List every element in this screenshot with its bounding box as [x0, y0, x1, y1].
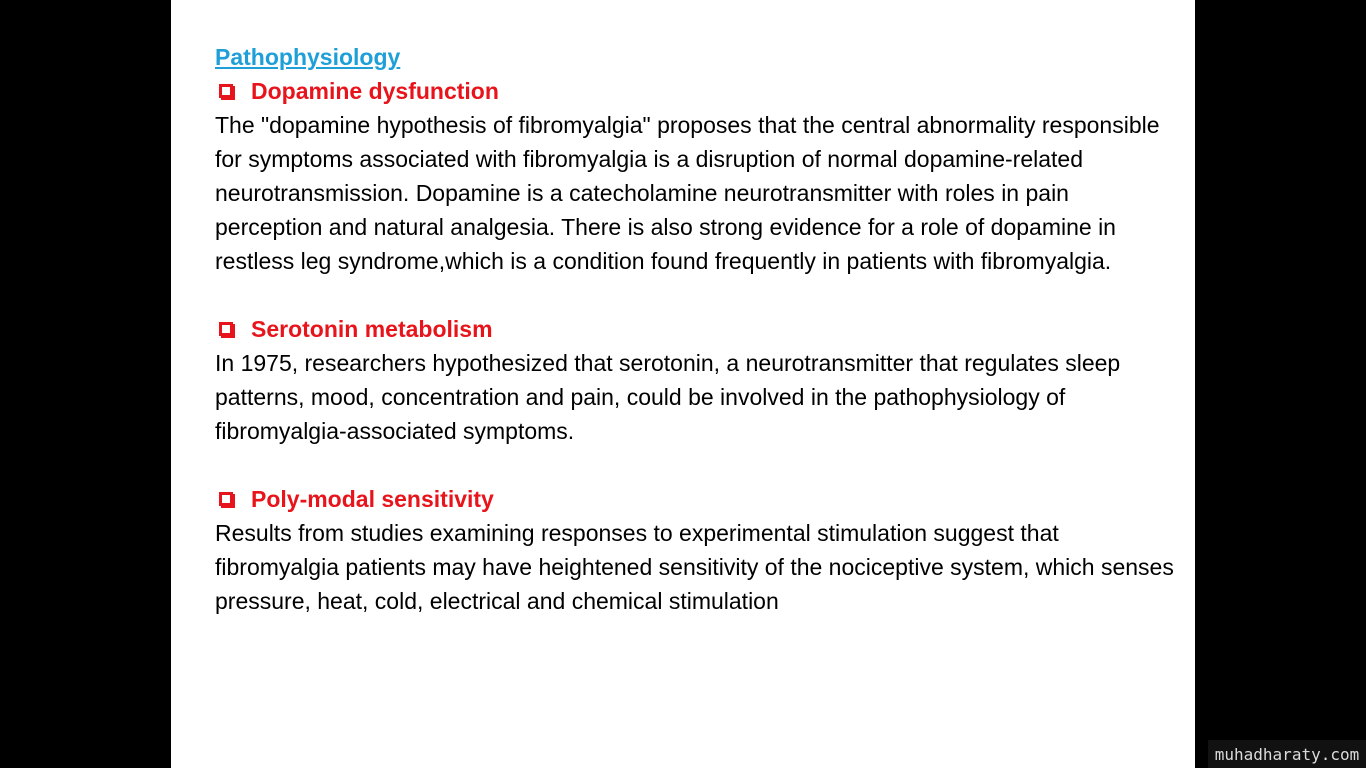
checkbox-bullet-icon: [219, 492, 233, 506]
section-body-serotonin: In 1975, researchers hypothesized that serotonin, a neurotransmitter that regulates sleep patterns, mood, concentration and pain, could be involved in the pathophysiology of fibromyalgia-associated symptoms.: [215, 350, 1121, 444]
section-body-dopamine: The "dopamine hypothesis of fibromyalgia" proposes that the central abnormality responsible for symptoms associated with fibromyalgia is a disruption of normal dopamine-related neurotransmission. Dopamine is a catecholamine neurotransmitter with roles in pain perception and natural analgesia. There is also strong evidence for a role of dopamine in restless leg syndrome,which is a condition found frequently in patients with fibromyalgia.: [215, 112, 1160, 274]
checkbox-bullet-icon: [219, 322, 233, 336]
section-heading-serotonin: [215, 312, 1175, 346]
section-heading-dopamine: [215, 74, 1175, 108]
section-heading-polymodal: [215, 482, 1175, 516]
checkbox-bullet-icon: [219, 84, 233, 98]
section-heading-label: Poly-modal sensitivity: [251, 486, 494, 512]
slide: [171, 0, 1195, 768]
section-heading-label: Serotonin metabolism: [251, 316, 493, 342]
section-heading-label: Dopamine dysfunction: [251, 78, 499, 104]
page-title: Pathophysiology: [215, 44, 401, 70]
slide-content: [215, 40, 1175, 618]
section-body-polymodal: Results from studies examining responses to experimental stimulation suggest that fibromyalgia patients may have heightened sensitivity of the nociceptive system, which senses pressure, heat, cold, electrical and chemical stimulation: [215, 520, 1174, 614]
watermark: muhadharaty.com: [1208, 740, 1366, 768]
